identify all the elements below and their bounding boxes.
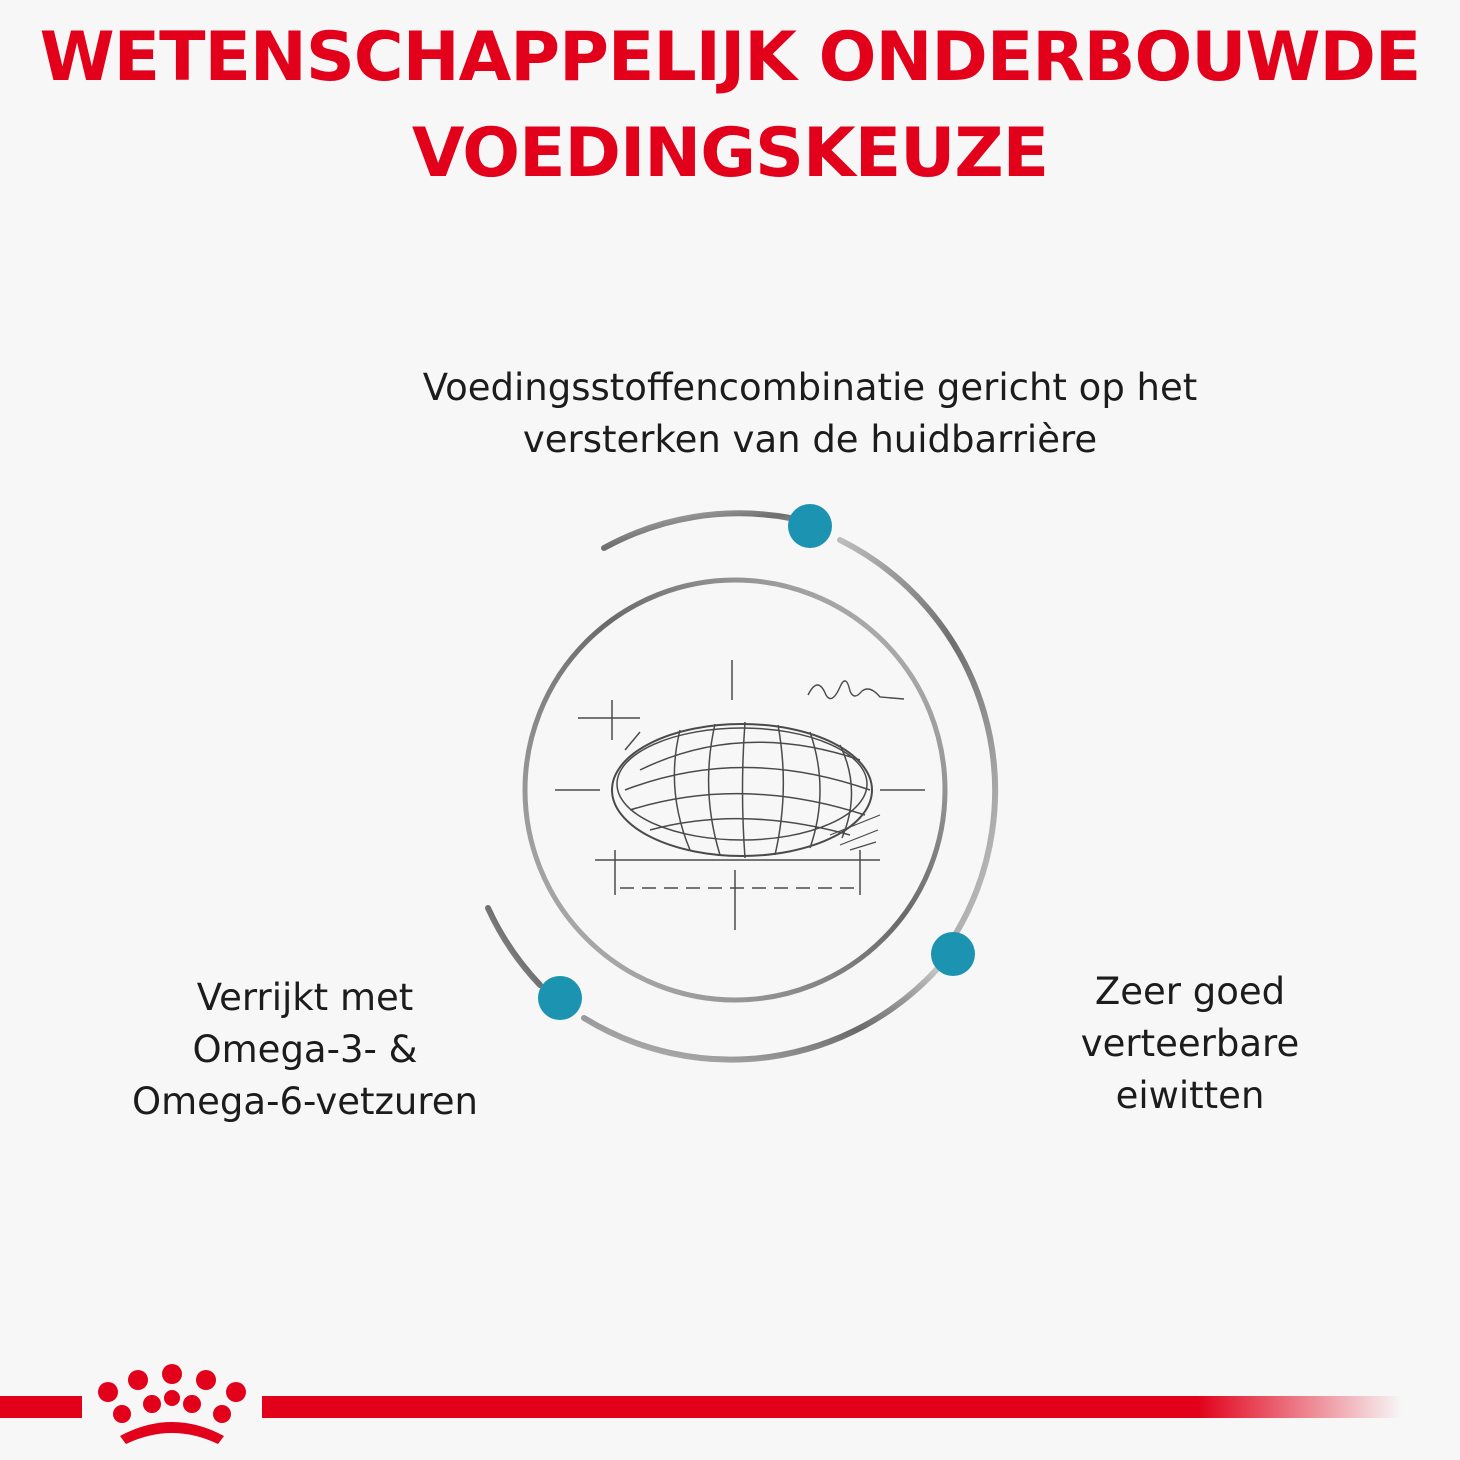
outer-ring-arc-bottom (584, 968, 938, 1060)
kibble-sketch-icon (555, 660, 925, 930)
headline-line-2: VOEDINGSKEUZE (411, 114, 1049, 193)
headline-line-1: WETENSCHAPPELIJK ONDERBOUWDE (39, 18, 1421, 97)
teal-dot-right (931, 932, 975, 976)
outer-ring-arc-top (604, 513, 790, 548)
benefit-protein (1010, 966, 1370, 1122)
headline (0, 10, 1460, 202)
benefit-omega-line-1: Verrijkt met (196, 976, 414, 1019)
benefit-protein-line-2: verteerbare (1080, 1022, 1300, 1065)
outer-ring-arc-left (488, 908, 540, 985)
benefit-skin-barrier (320, 362, 1300, 466)
benefit-protein-line-1: Zeer goed (1094, 970, 1286, 1013)
kibble-diagram (460, 500, 1040, 1080)
benefit-skin-barrier-line-1: Voedingsstoffencombinatie gericht op het (422, 366, 1198, 409)
benefit-omega-line-3: Omega-6-vetzuren (132, 1080, 478, 1123)
footer-line-left (0, 1396, 82, 1418)
teal-dot-left (538, 976, 582, 1020)
footer-line-right (262, 1396, 1402, 1418)
benefit-skin-barrier-line-2: versterken van de huidbarrière (522, 418, 1098, 461)
benefit-omega-line-2: Omega-3- & (192, 1028, 418, 1071)
outer-ring-arc-right (840, 540, 995, 935)
royal-canin-crown-logo (98, 1364, 246, 1444)
footer-bar (0, 1350, 1460, 1460)
teal-dot-top (788, 504, 832, 548)
benefit-protein-line-3: eiwitten (1115, 1074, 1265, 1117)
